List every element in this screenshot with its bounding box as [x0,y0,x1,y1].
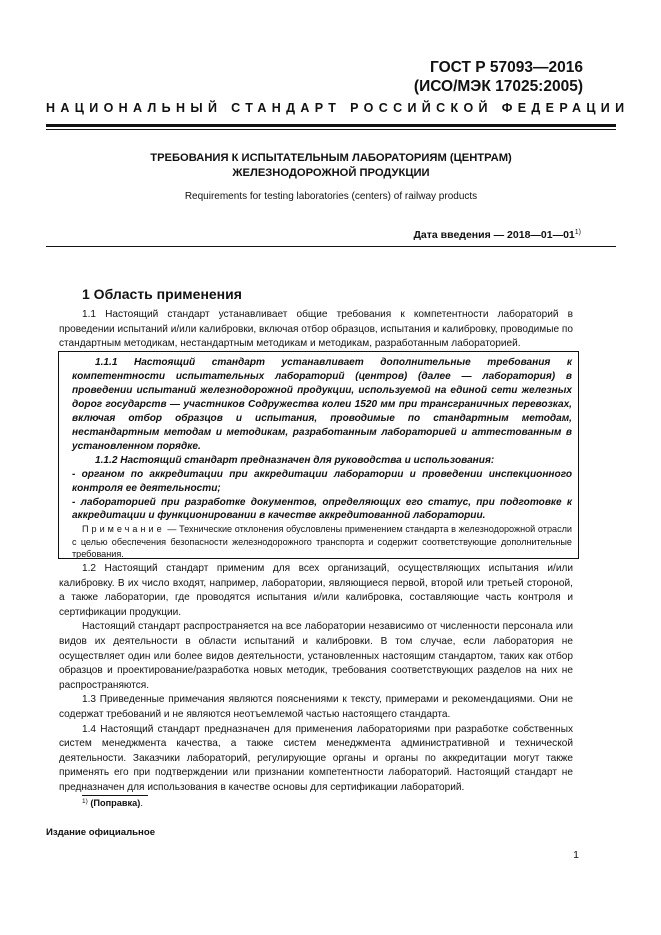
note [72,523,572,560]
title-line-2: ЖЕЛЕЗНОДОРОЖНОЙ ПРОДУКЦИИ [232,166,430,179]
header-rule-thin [46,129,616,130]
official-edition-label: Издание официальное [46,827,156,838]
title-english: Requirements for testing laboratories (centers) of railway products [184,191,478,202]
list-item-accreditation-body: - органом по аккредитации при аккредитации лаборатории и проведении инспекционного контроля ее деятельности; [72,468,572,494]
footnote-rule [82,795,148,796]
footnote-tail: . [140,798,143,808]
additional-requirements-box [58,351,579,559]
intro-date-footnote-mark: 1) [574,229,581,236]
paragraph-1-1-2: 1.1.2 Настоящий стандарт предназначен для руководства и использования: [95,454,495,466]
section-heading: 1 Область применения [82,286,242,302]
note-text: — Технические отклонения обусловлены применением стандарта в железнодорожной отрасли с целью обеспечения безопасности железнодорожного транспорта и содержит соответствующие дополнительные требования. [72,524,572,560]
paragraph-1-2-continued: Настоящий стандарт распространяется на все лаборатории независимо от численности персонала или видов их деятельности в области испытаний и калибровки. В том случае, если лаборатория не осуществляет один или более видов деятельности, установленных настоящим стандартом, таких как отбор образцов и проектирование/разработка новых методик, требования соответствующих разделов на них не распространяются. [59,621,573,691]
paragraph-1-4: 1.4 Настоящий стандарт предназначен для применения лабораториями при разработке собственных систем менеджмента качества, а также систем менеджмента административной и технической деятельности. Заказчики лабораторий, регулирующие органы и органы по аккредитации могут также применять его при подтверждении или признании компетентности лабораторий. Настоящий стандарт не предназначен для использования в качестве основы для сертификации лабораторий. [59,723,573,793]
page-number: 1 [573,849,579,861]
footnote-mark: 1) [82,798,88,805]
standard-number-gost: ГОСТ Р 57093—2016 [430,59,583,76]
standard-number [414,58,583,96]
header-rule-thick [46,124,616,127]
note-label: Примечание [82,524,165,535]
national-standard-label: НАЦИОНАЛЬНЫЙ СТАНДАРТ РОССИЙСКОЙ ФЕДЕРАЦИИ [46,101,630,115]
footnote-text: (Поправка) [90,798,141,808]
paragraphs-1-2-to-1-4 [59,562,573,796]
document-title [46,151,616,180]
footnote [82,798,143,808]
intro-date [413,229,581,241]
paragraph-1-1 [59,308,573,352]
title-line-1: ТРЕБОВАНИЯ К ИСПЫТАТЕЛЬНЫМ ЛАБОРАТОРИЯМ (ЦЕНТРАМ) [150,152,512,164]
paragraph-1-3: 1.3 Приведенные примечания являются пояснениями к тексту, примерами и рекомендациями. Они не содержат требований и не являются неотъемлемой частью настоящего стандарта. [59,694,573,720]
paragraph-text: 1.1 Настоящий стандарт устанавливает общие требования к компетентности лабораторий в проведении испытаний и/или калибровки, включая отбор образцов, испытания и калибровку, проводимые по стандартным методикам, нестандартным методикам и методикам, разработанным лабораторией. [59,309,573,350]
standard-number-iso: (ИСО/МЭК 17025:2005) [413,78,583,95]
paragraph-1-1-1: 1.1.1 Настоящий стандарт устанавливает дополнительные требования к компетентности испытательных лабораторий (центров) (далее — лаборатория) в проведении испытаний железнодорожной продукции, используемой на единой сети железных дорог государств — участников Содружества колеи 1520 мм при трансграничных перевозках, включая отбор образцов и испытания, проводимые по стандартным методам, нестандартным методам и методикам, разработанным лабораторией и аттестованным в установленном порядке. [72,357,572,452]
intro-date-label: Дата введения — 2018—01—01 [413,229,575,241]
intro-date-rule [46,246,616,247]
list-item-laboratory: - лабораторией при разработке документов, определяющих его статус, при подготовке к аккредитации и функционировании в качестве аккредитованной лаборатории. [72,496,572,522]
paragraph-1-2: 1.2 Настоящий стандарт применим для всех организаций, осуществляющих испытания и/или калибровку. В их число входят, например, лаборатории, являющиеся первой, второй или третьей стороной, а также лаборатории, где проводятся испытания и/или калибровка, составляющие часть контроля и сертификации продукции. [59,563,573,618]
